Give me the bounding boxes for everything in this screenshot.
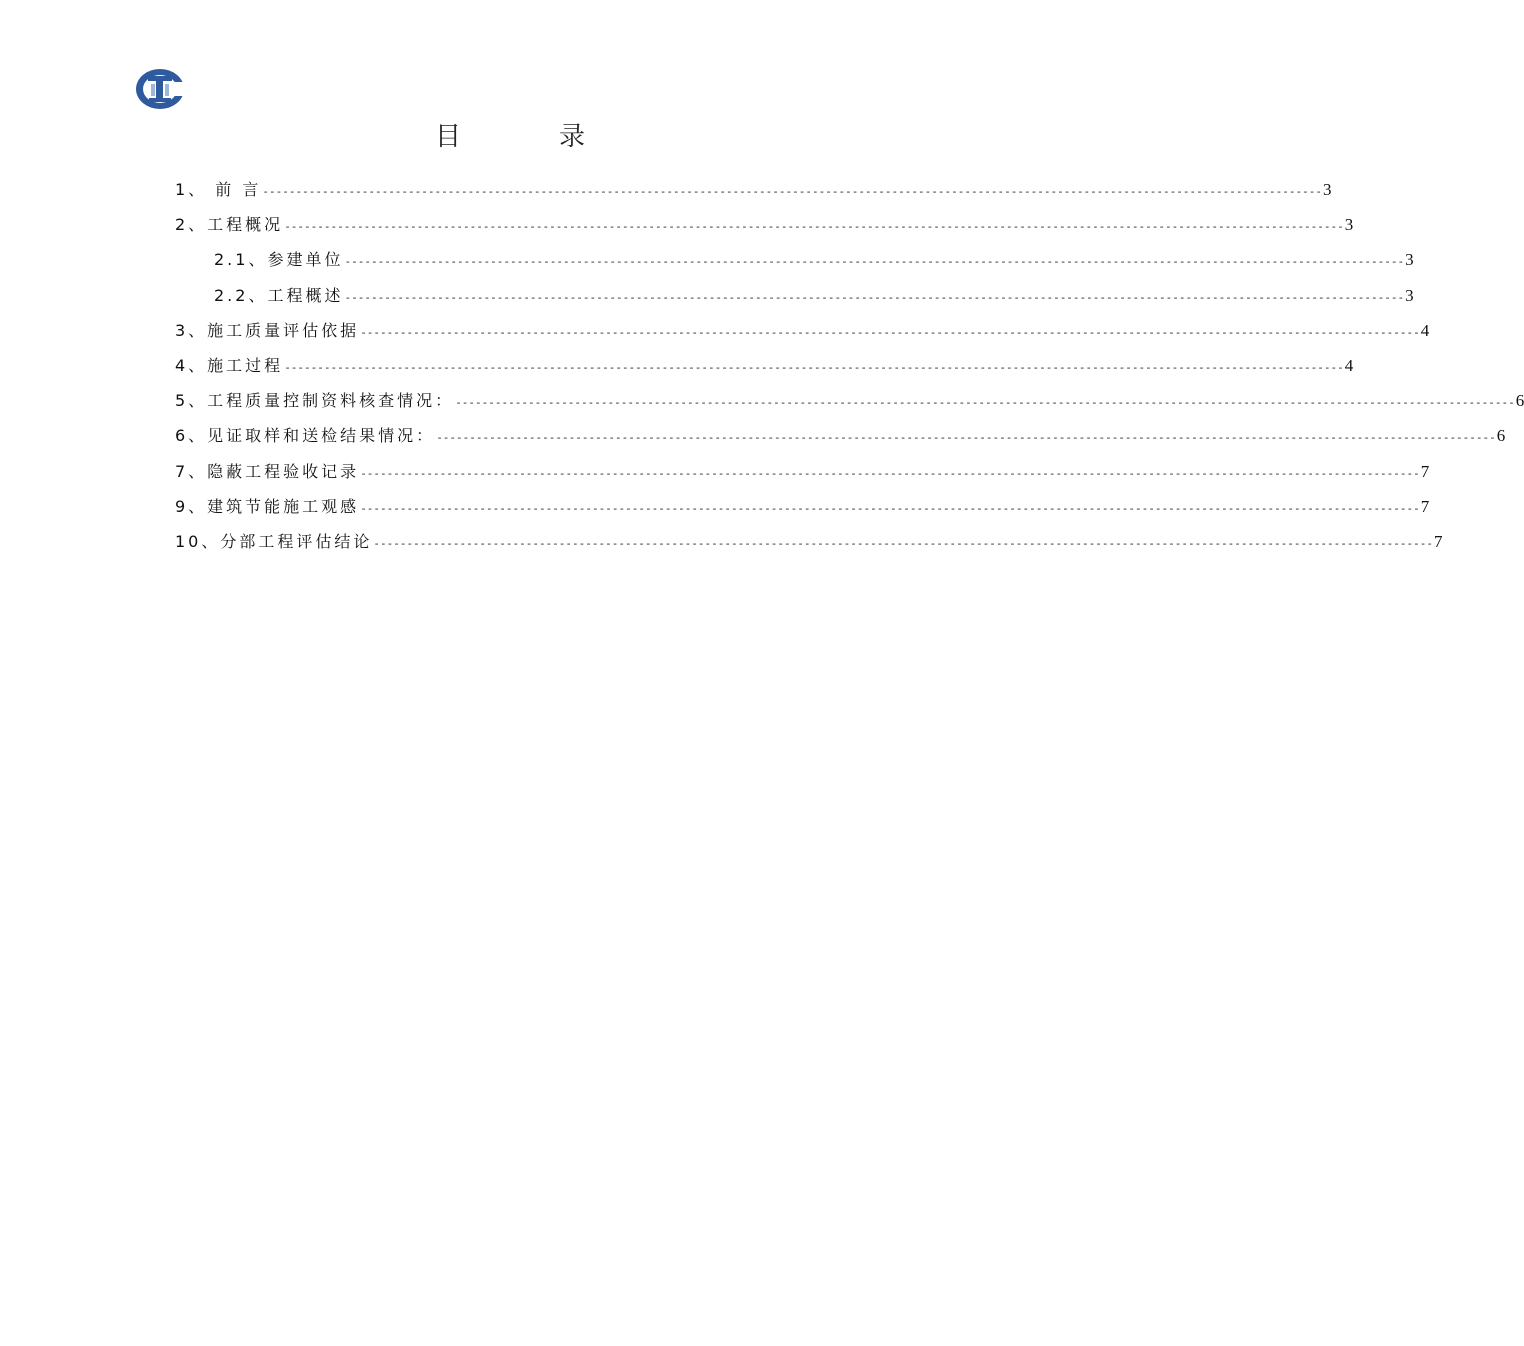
toc-dot-leader: ---------------------------------------------------------------------------------------------------------------------------------------------------------------- [436,431,1496,445]
toc-entry-label: 5、工程质量控制资料核查情况： [175,391,455,411]
toc-dot-leader: ---------------------------------------------------------------------------------------------------------------------------------------------------------------- [284,360,1344,374]
toc-dot-leader: ---------------------------------------------------------------------------------------------------------------------------------------------------------------- [284,220,1344,234]
toc-entry-page: 3 [1344,215,1354,235]
table-of-contents [175,172,1524,559]
toc-entry-page: 6 [1515,391,1524,411]
company-logo-icon [135,68,185,110]
toc-entry [175,418,1506,453]
toc-entry-page: 7 [1420,461,1430,481]
toc-subentry [175,242,1414,277]
toc-entry-page: 7 [1420,496,1430,516]
toc-entry-page: 3 [1322,180,1332,199]
toc-entry-label: 2.2、工程概述 [214,285,344,305]
toc-entry-page: 7 [1433,531,1443,551]
toc-entry [175,489,1430,524]
toc-entry [175,207,1354,242]
toc-dot-leader: ---------------------------------------------------------------------------------------------------------------------------------------------------------------- [360,501,1420,515]
toc-entry-label: 1、 前 言 [175,180,262,199]
toc-dot-leader: ---------------------------------------------------------------------------------------------------------------------------------------------------------------- [262,185,1322,198]
toc-entry-label: 4、施工过程 [175,355,284,375]
toc-entry-page: 4 [1344,355,1354,375]
page-title: 目 录 [434,122,621,152]
toc-dot-leader: ---------------------------------------------------------------------------------------------------------------------------------------------------------------- [373,536,1433,550]
toc-dot-leader: ---------------------------------------------------------------------------------------------------------------------------------------------------------------- [360,466,1420,480]
toc-entry [175,313,1430,348]
toc-dot-leader: ---------------------------------------------------------------------------------------------------------------------------------------------------------------- [344,255,1405,269]
toc-entry [175,348,1354,383]
toc-entry-label: 10、分部工程评估结论 [175,531,373,551]
toc-subentry [175,278,1414,313]
toc-entry-page: 3 [1405,285,1414,305]
toc-entry [175,524,1443,559]
toc-entry-label: 2、工程概况 [175,215,284,235]
toc-entry-label: 9、建筑节能施工观感 [175,496,360,516]
toc-entry-page: 6 [1496,426,1506,446]
toc-dot-leader: ---------------------------------------------------------------------------------------------------------------------------------------------------------------- [344,290,1405,304]
toc-entry-label: 2.1、参建单位 [214,250,344,270]
toc-entry-label: 7、隐蔽工程验收记录 [175,461,360,481]
toc-entry-page: 4 [1420,320,1430,340]
toc-entry [175,383,1524,418]
toc-dot-leader: ---------------------------------------------------------------------------------------------------------------------------------------------------------------- [455,396,1515,410]
toc-entry-label: 6、见证取样和送检结果情况： [175,426,436,446]
toc-dot-leader: ---------------------------------------------------------------------------------------------------------------------------------------------------------------- [360,325,1420,339]
toc-entry [175,454,1430,489]
toc-entry-page: 3 [1405,250,1414,270]
toc-entry [175,172,1332,207]
toc-entry-label: 3、施工质量评估依据 [175,320,360,340]
